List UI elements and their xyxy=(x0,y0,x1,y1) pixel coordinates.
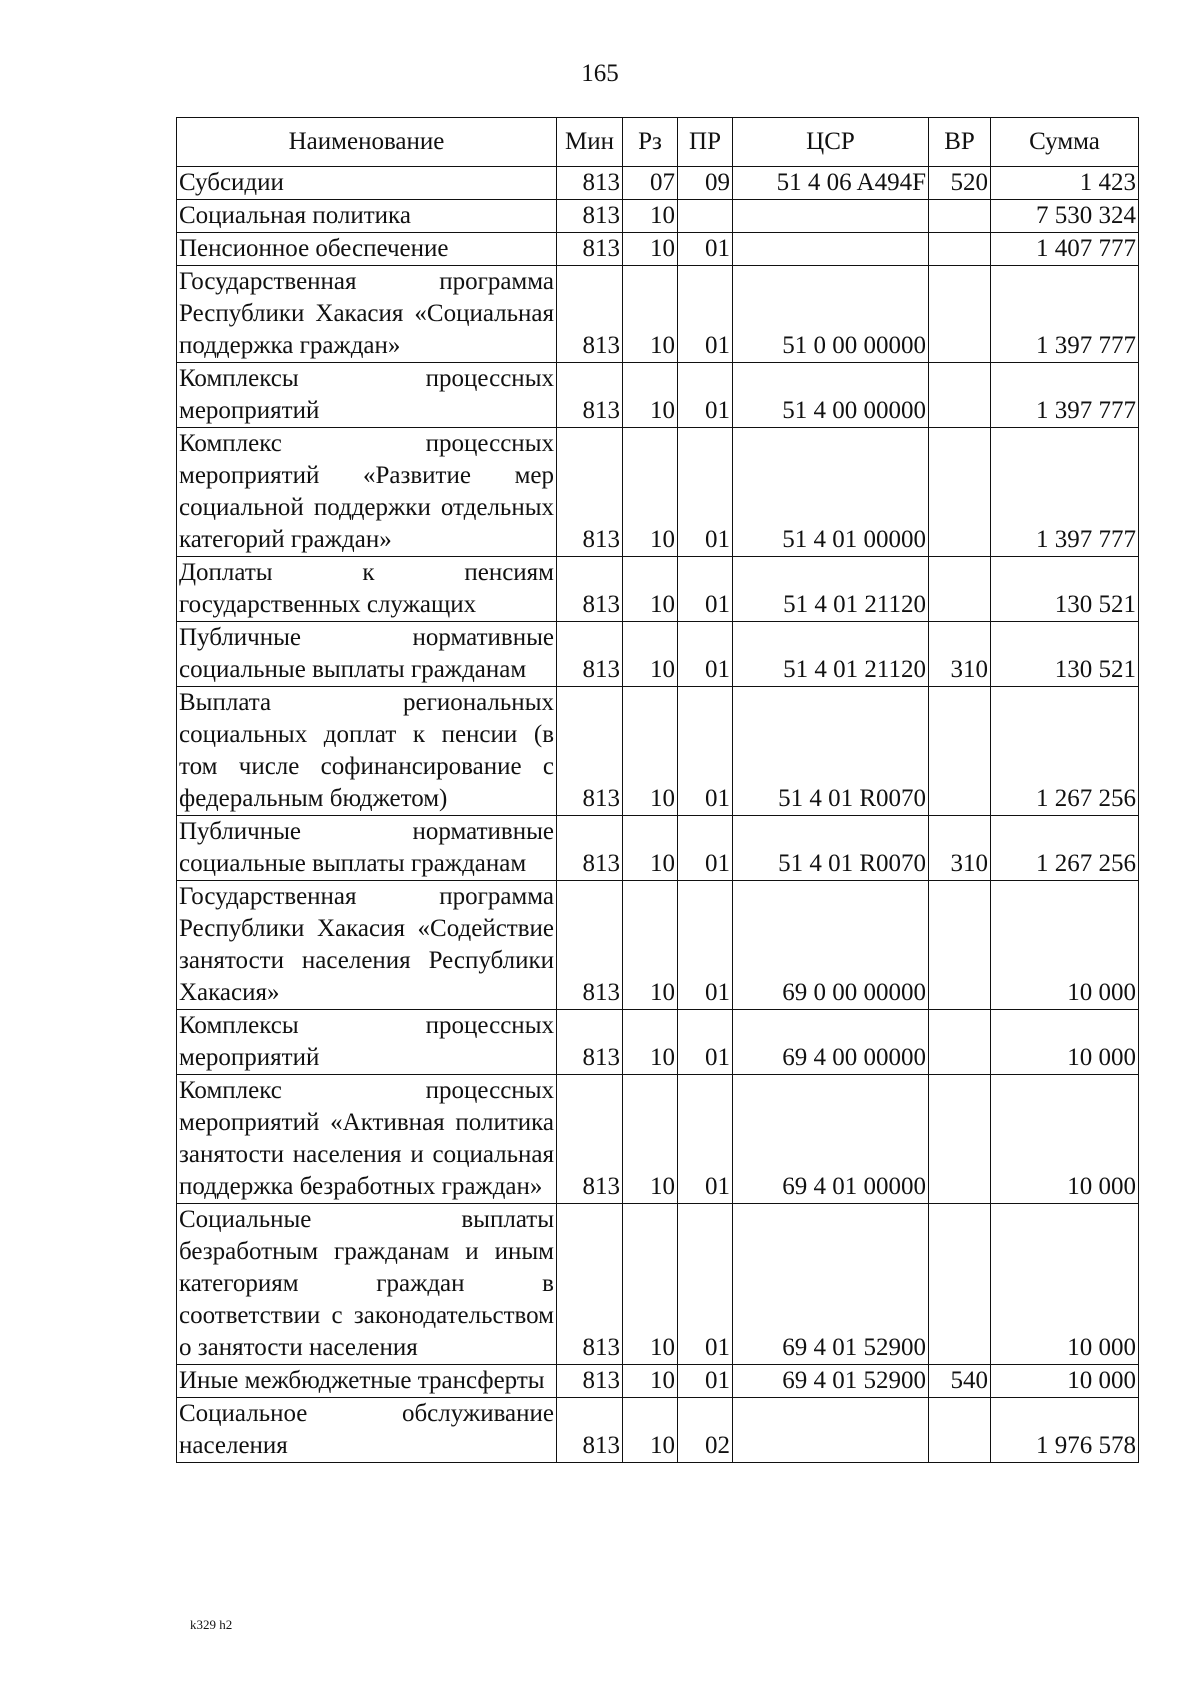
cell-name: Доплаты к пенсиям государственных служащих xyxy=(177,557,557,622)
cell-vr xyxy=(929,233,991,266)
page-number: 165 xyxy=(581,60,619,87)
cell-sum: 1 407 777 xyxy=(991,233,1139,266)
cell-csr: 51 4 01 21120 xyxy=(733,557,929,622)
cell-name: Пенсионное обеспечение xyxy=(177,233,557,266)
cell-csr: 69 0 00 00000 xyxy=(733,881,929,1010)
cell-sum: 10 000 xyxy=(991,1075,1139,1204)
cell-sum: 10 000 xyxy=(991,1010,1139,1075)
cell-rz: 10 xyxy=(623,1075,678,1204)
cell-vr xyxy=(929,557,991,622)
cell-name: Комплекс процессных мероприятий «Активная политика занятости населения и социальная поддержка безработных граждан» xyxy=(177,1075,557,1204)
table-row xyxy=(177,363,1139,428)
cell-min: 813 xyxy=(557,266,623,363)
cell-pr: 01 xyxy=(678,266,733,363)
cell-pr: 01 xyxy=(678,687,733,816)
cell-vr: 310 xyxy=(929,622,991,687)
cell-min: 813 xyxy=(557,1075,623,1204)
cell-csr: 69 4 01 00000 xyxy=(733,1075,929,1204)
cell-pr: 01 xyxy=(678,363,733,428)
cell-vr xyxy=(929,200,991,233)
cell-name: Государственная программа Республики Хакасия «Социальная поддержка граждан» xyxy=(177,266,557,363)
cell-pr: 01 xyxy=(678,557,733,622)
header-name: Наименование xyxy=(177,118,557,167)
cell-rz: 10 xyxy=(623,557,678,622)
cell-min: 813 xyxy=(557,816,623,881)
cell-pr: 01 xyxy=(678,622,733,687)
cell-min: 813 xyxy=(557,200,623,233)
cell-min: 813 xyxy=(557,167,623,200)
cell-pr: 01 xyxy=(678,233,733,266)
header-csr: ЦСР xyxy=(733,118,929,167)
table-row xyxy=(177,233,1139,266)
table-row xyxy=(177,1398,1139,1463)
cell-rz: 10 xyxy=(623,1365,678,1398)
cell-vr xyxy=(929,1398,991,1463)
cell-sum: 1 267 256 xyxy=(991,687,1139,816)
cell-min: 813 xyxy=(557,687,623,816)
cell-name: Комплекс процессных мероприятий «Развитие мер социальной поддержки отдельных категорий граждан» xyxy=(177,428,557,557)
cell-csr: 51 0 00 00000 xyxy=(733,266,929,363)
cell-sum: 1 976 578 xyxy=(991,1398,1139,1463)
table-row xyxy=(177,1010,1139,1075)
cell-name: Социальная политика xyxy=(177,200,557,233)
cell-csr: 69 4 01 52900 xyxy=(733,1204,929,1365)
table-row xyxy=(177,881,1139,1010)
cell-pr xyxy=(678,200,733,233)
cell-vr: 520 xyxy=(929,167,991,200)
cell-csr: 51 4 01 21120 xyxy=(733,622,929,687)
cell-csr: 51 4 01 00000 xyxy=(733,428,929,557)
header-pr: ПР xyxy=(678,118,733,167)
cell-name: Выплата региональных социальных доплат к пенсии (в том числе софинансирование с федеральным бюджетом) xyxy=(177,687,557,816)
cell-sum: 1 397 777 xyxy=(991,428,1139,557)
cell-rz: 10 xyxy=(623,1204,678,1365)
cell-sum: 1 423 xyxy=(991,167,1139,200)
cell-sum: 1 397 777 xyxy=(991,363,1139,428)
cell-pr: 01 xyxy=(678,1365,733,1398)
cell-csr xyxy=(733,1398,929,1463)
cell-csr xyxy=(733,200,929,233)
table-row xyxy=(177,816,1139,881)
cell-sum: 10 000 xyxy=(991,881,1139,1010)
cell-vr xyxy=(929,363,991,428)
cell-name: Публичные нормативные социальные выплаты гражданам xyxy=(177,816,557,881)
cell-name: Иные межбюджетные трансферты xyxy=(177,1365,557,1398)
cell-csr: 51 4 00 00000 xyxy=(733,363,929,428)
table-row xyxy=(177,1075,1139,1204)
cell-rz: 10 xyxy=(623,233,678,266)
cell-csr: 51 4 06 A494F xyxy=(733,167,929,200)
footer-mark: k329 h2 xyxy=(190,1617,233,1632)
cell-rz: 10 xyxy=(623,428,678,557)
table-row xyxy=(177,687,1139,816)
cell-vr xyxy=(929,1010,991,1075)
header-min: Мин xyxy=(557,118,623,167)
cell-min: 813 xyxy=(557,1204,623,1365)
cell-vr xyxy=(929,881,991,1010)
cell-pr: 01 xyxy=(678,1204,733,1365)
cell-csr xyxy=(733,233,929,266)
cell-csr: 51 4 01 R0070 xyxy=(733,816,929,881)
cell-min: 813 xyxy=(557,233,623,266)
cell-rz: 10 xyxy=(623,881,678,1010)
cell-min: 813 xyxy=(557,557,623,622)
cell-rz: 07 xyxy=(623,167,678,200)
cell-pr: 01 xyxy=(678,1010,733,1075)
cell-name: Государственная программа Республики Хакасия «Содействие занятости населения Республики Хакасия» xyxy=(177,881,557,1010)
cell-min: 813 xyxy=(557,881,623,1010)
cell-csr: 51 4 01 R0070 xyxy=(733,687,929,816)
cell-pr: 02 xyxy=(678,1398,733,1463)
cell-name: Комплексы процессных мероприятий xyxy=(177,363,557,428)
cell-sum: 10 000 xyxy=(991,1365,1139,1398)
cell-vr xyxy=(929,1204,991,1365)
cell-vr: 540 xyxy=(929,1365,991,1398)
cell-pr: 01 xyxy=(678,816,733,881)
cell-csr: 69 4 01 52900 xyxy=(733,1365,929,1398)
header-rz: Рз xyxy=(623,118,678,167)
cell-sum: 1 397 777 xyxy=(991,266,1139,363)
cell-rz: 10 xyxy=(623,1398,678,1463)
table-row xyxy=(177,200,1139,233)
table-header-row xyxy=(177,118,1139,167)
cell-rz: 10 xyxy=(623,1010,678,1075)
table-row xyxy=(177,428,1139,557)
cell-rz: 10 xyxy=(623,816,678,881)
cell-vr xyxy=(929,1075,991,1204)
table-row xyxy=(177,266,1139,363)
table-row xyxy=(177,1365,1139,1398)
cell-min: 813 xyxy=(557,622,623,687)
cell-name: Комплексы процессных мероприятий xyxy=(177,1010,557,1075)
cell-vr xyxy=(929,266,991,363)
table-row xyxy=(177,622,1139,687)
cell-sum: 1 267 256 xyxy=(991,816,1139,881)
cell-pr: 01 xyxy=(678,881,733,1010)
cell-min: 813 xyxy=(557,363,623,428)
cell-vr xyxy=(929,687,991,816)
cell-sum: 130 521 xyxy=(991,557,1139,622)
table-row xyxy=(177,1204,1139,1365)
cell-name: Публичные нормативные социальные выплаты гражданам xyxy=(177,622,557,687)
cell-csr: 69 4 00 00000 xyxy=(733,1010,929,1075)
header-sum: Сумма xyxy=(991,118,1139,167)
header-vr: ВР xyxy=(929,118,991,167)
cell-name: Социальные выплаты безработным гражданам и иным категориям граждан в соответствии с законодательством о занятости населения xyxy=(177,1204,557,1365)
cell-sum: 10 000 xyxy=(991,1204,1139,1365)
cell-rz: 10 xyxy=(623,266,678,363)
budget-table xyxy=(176,117,1139,1463)
cell-pr: 01 xyxy=(678,1075,733,1204)
cell-pr: 09 xyxy=(678,167,733,200)
cell-vr: 310 xyxy=(929,816,991,881)
cell-name: Субсидии xyxy=(177,167,557,200)
cell-rz: 10 xyxy=(623,687,678,816)
cell-rz: 10 xyxy=(623,200,678,233)
cell-min: 813 xyxy=(557,428,623,557)
table-row xyxy=(177,557,1139,622)
cell-rz: 10 xyxy=(623,363,678,428)
cell-vr xyxy=(929,428,991,557)
cell-sum: 7 530 324 xyxy=(991,200,1139,233)
cell-name: Социальное обслуживание населения xyxy=(177,1398,557,1463)
cell-pr: 01 xyxy=(678,428,733,557)
cell-min: 813 xyxy=(557,1365,623,1398)
cell-min: 813 xyxy=(557,1398,623,1463)
cell-min: 813 xyxy=(557,1010,623,1075)
cell-rz: 10 xyxy=(623,622,678,687)
table-row xyxy=(177,167,1139,200)
cell-sum: 130 521 xyxy=(991,622,1139,687)
